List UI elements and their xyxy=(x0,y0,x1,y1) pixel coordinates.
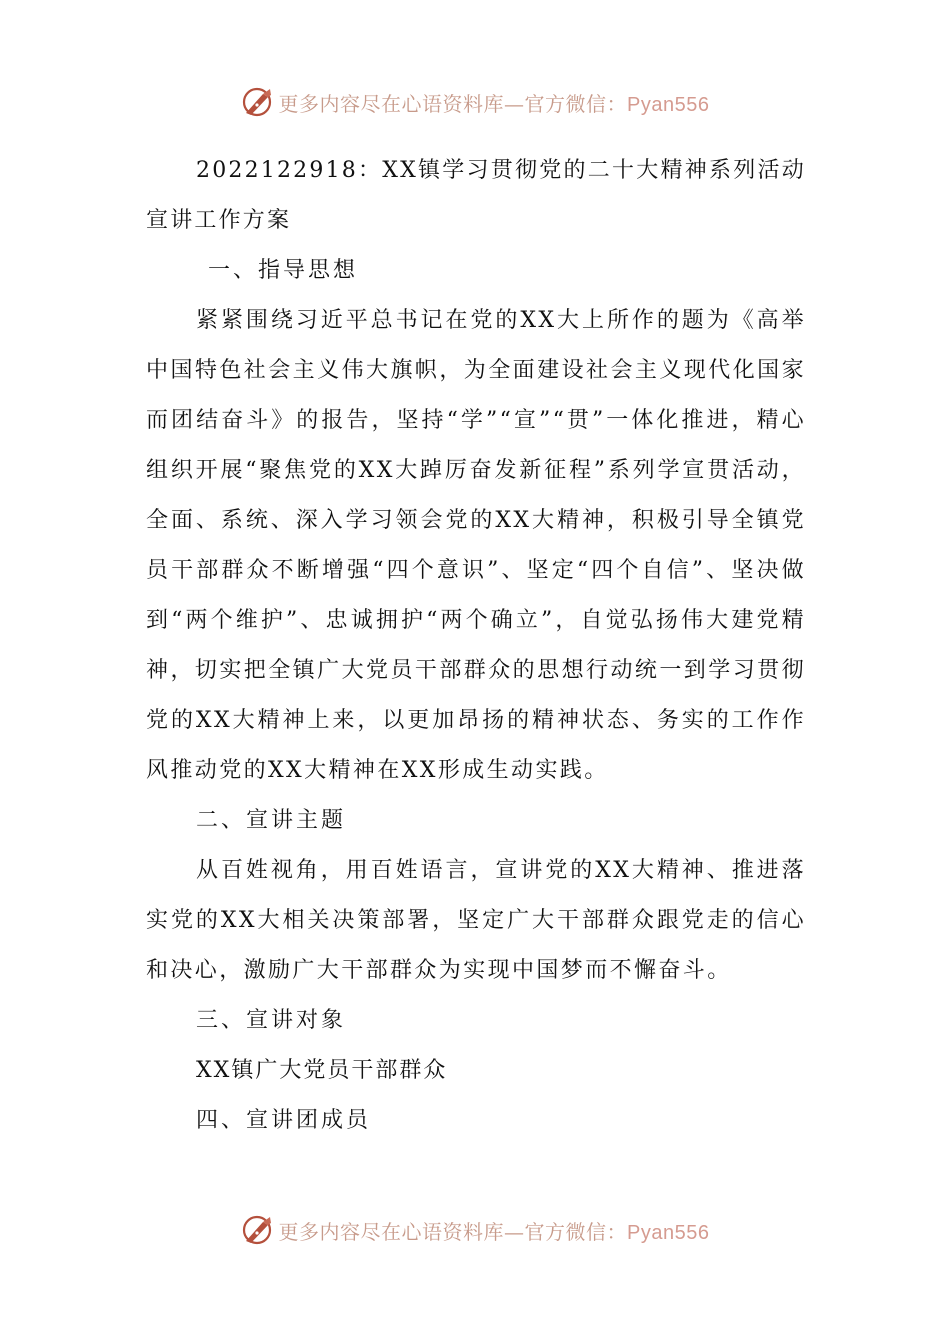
section-heading-guiding-ideology: 一、指导思想 xyxy=(208,258,359,283)
pen-nib-logo-icon xyxy=(241,85,275,119)
banner-text xyxy=(279,88,710,117)
section-body-theme: 从百姓视角，用百姓语言，宣讲党的XX大精神、推进落实党的XX大相关决策部署，坚定广大干部群众跟党走的信心和决心，激励广大干部群众为实现中国梦而不懈奋斗。 xyxy=(146,858,806,983)
footer-watermark-banner xyxy=(0,1210,950,1250)
section-heading-members: 四、宣讲团成员 xyxy=(196,1108,372,1133)
banner-wechat-id: Pyan556 xyxy=(627,1221,710,1244)
section-heading-theme: 二、宣讲主题 xyxy=(196,808,347,833)
banner-text xyxy=(279,1216,710,1245)
section-body-guiding-ideology: 紧紧围绕习近平总书记在党的XX大上所作的题为《高举中国特色社会主义伟大旗帜，为全面建设社会主义现代化国家而团结奋斗》的报告，坚持“学”“宣”“贯”一体化推进，精心组织开展“聚焦党的XX大踔厉奋发新征程”系列学宣贯活动，全面、系统、深入学习领会党的XX大精神，积极引导全镇党员干部群众不断增强“四个意识”、坚定“四个自信”、坚决做到“两个维护”、忠诚拥护“两个确立”，自觉弘扬伟大建党精神，切实把全镇广大党员干部群众的思想行动统一到学习贯彻党的XX大精神上来，以更加昂扬的精神状态、务实的工作作风推动党的XX大精神在XX形成生动实践。 xyxy=(146,308,806,783)
document-title: 2022122918：XX镇学习贯彻党的二十大精神系列活动宣讲工作方案 xyxy=(146,158,806,233)
banner-slogan: 更多内容尽在心语资料库—官方微信： xyxy=(278,91,628,116)
pen-nib-logo-icon xyxy=(241,1213,275,1247)
banner-wechat-id: Pyan556 xyxy=(627,93,710,116)
section-body-audience: XX镇广大党员干部群众 xyxy=(196,1058,448,1083)
banner-slogan: 更多内容尽在心语资料库—官方微信： xyxy=(278,1219,628,1244)
document-body xyxy=(146,146,806,1146)
header-watermark-banner xyxy=(0,82,950,122)
section-heading-audience: 三、宣讲对象 xyxy=(196,1008,347,1033)
